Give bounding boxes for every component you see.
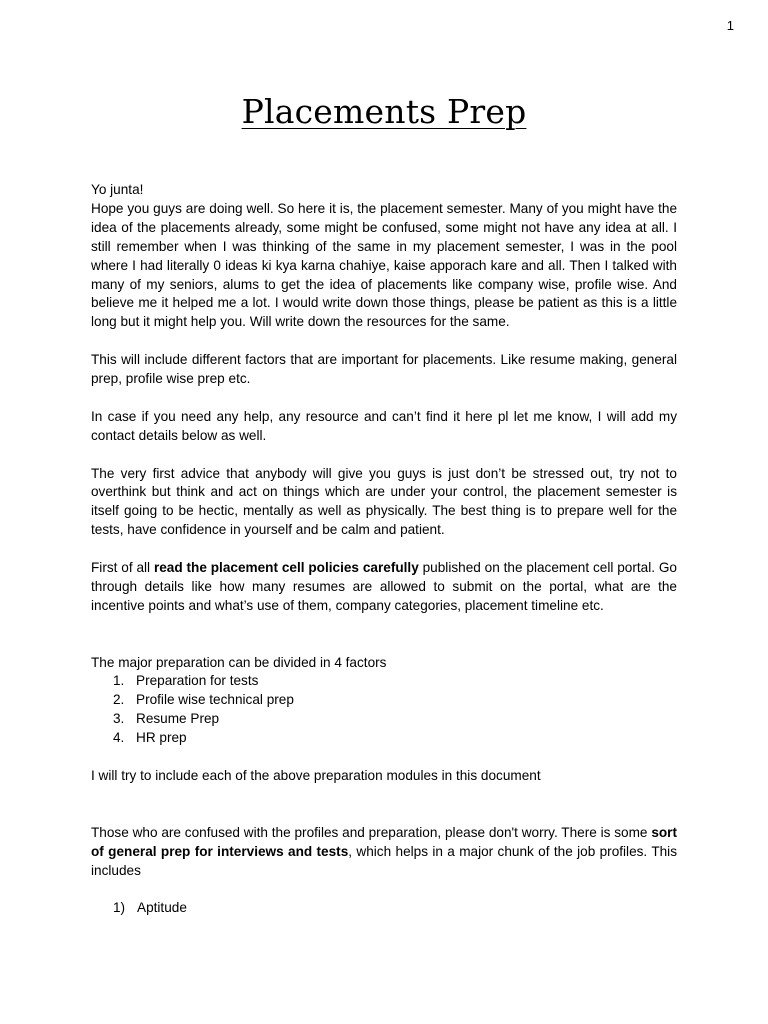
page-title: Placements Prep (241, 92, 527, 131)
list-item (91, 691, 677, 710)
confused-text-after: , which helps in a major chunk of the job profiles. This includes (91, 843, 677, 878)
list-item-number: 3. (113, 711, 125, 727)
list-item-number: 4. (113, 730, 125, 746)
help-paragraph: In case if you need any help, any resource and can’t find it here pl let me know, I will add my contact details below as well. (91, 408, 677, 443)
modules-note: I will try to include each of the above preparation modules in this document (91, 768, 541, 783)
list-item-text: Resume Prep (136, 711, 220, 727)
policies-bold-text: read the placement cell policies carefully (153, 560, 419, 576)
factors-intro: The major preparation can be divided in 4 factors (91, 654, 387, 670)
greeting: Yo junta! (91, 182, 144, 197)
confused-paragraph (91, 824, 677, 881)
document-body (91, 181, 677, 918)
advice-paragraph: The very first advice that anybody will give you guys is just don’t be stressed out, try not to overthink but think and act on things which are under your control, the placement semester is itself going to be hectic, mentally as well as physically. The best thing is to prepare well for the tests, have confidence in yourself and be calm and patient. (91, 465, 677, 538)
factors-paragraph: This will include different factors that are important for placements. Like resume making, general prep, profile wise prep etc. (91, 352, 677, 387)
list-item-number: 2. (113, 692, 125, 708)
list-item (91, 729, 677, 748)
policies-paragraph (91, 559, 677, 616)
list-item-text: Profile wise technical prep (136, 692, 294, 708)
general-prep-item-number: 1) (113, 900, 126, 916)
factors-list (91, 672, 677, 748)
list-item-number: 1. (113, 673, 125, 689)
policies-text-before: First of all (91, 560, 154, 576)
page-number: 1 (726, 18, 734, 33)
policies-text-after: published on the placement cell portal. Go through details like how many resumes are allowed to submit on the portal, what are the incentive points and what’s use of them, company categories, placement timeline etc. (91, 560, 677, 613)
list-item (91, 710, 677, 729)
intro-paragraph: Hope you guys are doing well. So here it is, the placement semester. Many of you might have the idea of the placements already, some might be confused, some might not have any idea at all. I still remember when I was thinking of the same in my placement semester, I was in the pool where I had literally 0 ideas ki kya karna chahiye, kaise apporach kare and all. Then I talked with many of my seniors, alums to get the idea of placements like company wise, profile wise. And believe me it helped me a lot. I would write down those things, please be patient as this is a little long but it might help you. Will write down the resources for the same. (91, 200, 677, 330)
list-item-text: Preparation for tests (136, 673, 259, 689)
confused-text-before: Those who are confused with the profiles and preparation, please don't worry. There is some (91, 824, 652, 840)
general-prep-item (91, 899, 677, 918)
confused-bold-text: sort of general prep for interviews and tests (91, 824, 677, 859)
list-item-text: HR prep (136, 730, 187, 746)
general-prep-item-text: Aptitude (137, 900, 187, 916)
list-item (91, 672, 677, 691)
